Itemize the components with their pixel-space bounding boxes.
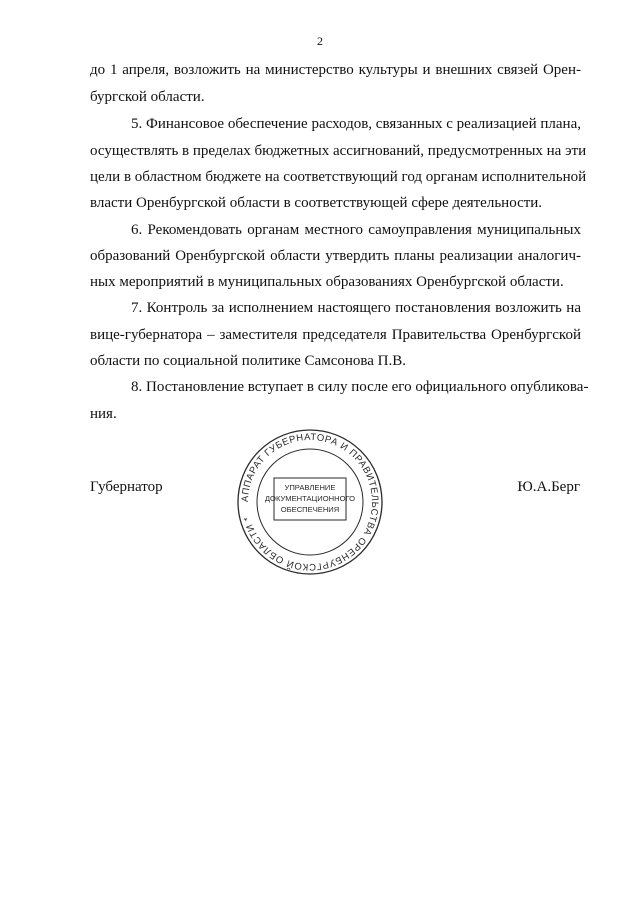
- text-line: 7. Контроль за исполнением настоящего постановления возложить на: [131, 300, 581, 316]
- text-line: ных мероприятий в муниципальных образованиях Оренбургской области.: [90, 274, 564, 290]
- page-number: 2: [317, 34, 323, 48]
- signature-name: Ю.А.Берг: [517, 479, 580, 495]
- text-line: ния.: [90, 406, 117, 422]
- stamp-box-line: ОБЕСПЕЧЕНИЯ: [280, 505, 340, 514]
- text-line: вице-губернатора – заместителя председателя Правительства Оренбургской: [90, 327, 581, 343]
- text-line: власти Оренбургской области в соответствующей сфере деятельности.: [90, 195, 543, 211]
- text-line: 5. Финансовое обеспечение расходов, связанных с реализацией плана,: [131, 116, 581, 132]
- text-line: 8. Постановление вступает в силу после его официального опубликова-: [131, 379, 589, 395]
- stamp-ring-text: АППАРАТ ГУБЕРНАТОРА И ПРАВИТЕЛЬСТВА ОРЕНБУРГСКОЙ ОБЛАСТИ *: [239, 431, 381, 573]
- text-line: до 1 апреля, возложить на министерство культуры и внешних связей Орен-: [90, 62, 581, 78]
- text-line: осуществлять в пределах бюджетных ассигнований, предусмотренных на эти: [90, 143, 587, 159]
- text-line: цели в областном бюджете на соответствующий год органам исполнительной: [90, 169, 587, 185]
- text-line: области по социальной политике Самсонова П.В.: [90, 353, 407, 369]
- text-line: образований Оренбургской области утвердить планы реализации аналогич-: [90, 248, 581, 264]
- stamp-box-line: УПРАВЛЕНИЕ: [284, 483, 336, 492]
- signature-position: Губернатор: [90, 479, 163, 495]
- official-stamp: [236, 428, 384, 576]
- stamp-box-line: ДОКУМЕНТАЦИОННОГО: [264, 494, 356, 503]
- text-line: бургской области.: [90, 89, 205, 105]
- text-line: 6. Рекомендовать органам местного самоуправления муниципальных: [131, 222, 581, 238]
